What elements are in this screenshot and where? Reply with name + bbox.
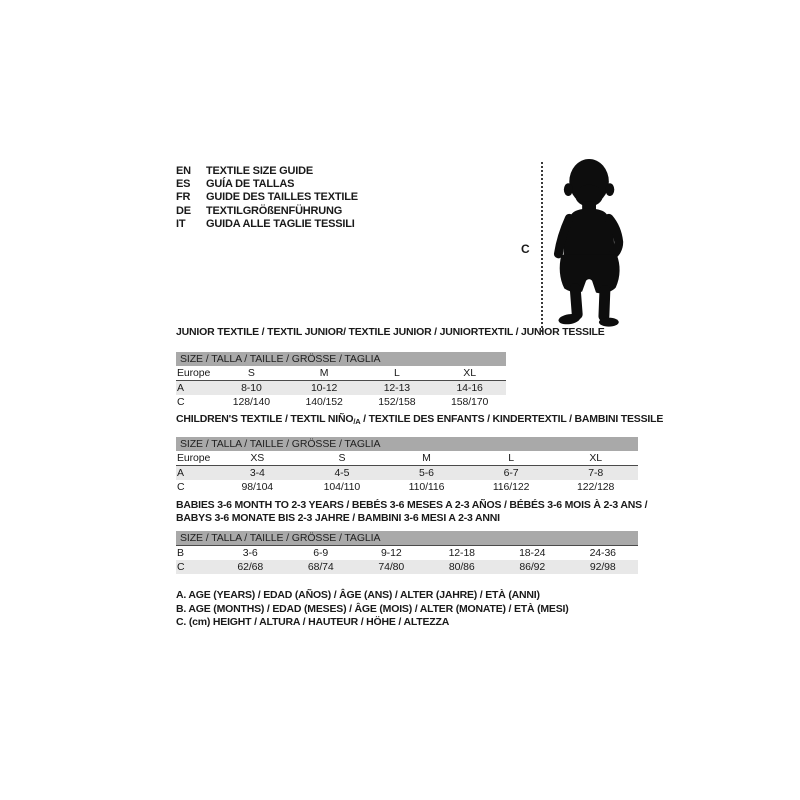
babies-size-table (176, 531, 638, 574)
children-title-part2: / TEXTILE DES ENFANTS / KINDERTEXTIL / BAMBINI TESSILE (360, 413, 664, 425)
language-label: TEXTILE SIZE GUIDE (206, 165, 314, 177)
size-cell: M (319, 367, 329, 379)
language-row (176, 218, 358, 231)
height-cell: 98/104 (241, 481, 274, 493)
row-label: Europe (177, 367, 211, 379)
size-cell: XL (589, 452, 602, 464)
size-header-label: SIZE / TALLA / TAILLE / GRÖSSE / TAGLIA (180, 532, 381, 544)
age-cell: 8-10 (241, 382, 262, 394)
table-row-height (176, 560, 638, 574)
age-cell: 12-13 (383, 382, 411, 394)
age-cell: 3-4 (249, 467, 265, 479)
footnote-age-years: A. AGE (YEARS) / EDAD (AÑOS) / ÂGE (ANS) / ALTER (JAHRE) / ETÀ (ANNI) (176, 589, 540, 601)
footnote-age-months: B. AGE (MONTHS) / EDAD (MESES) / ÂGE (MOIS) / ALTER (MONATE) / ETÀ (MESI) (176, 602, 569, 615)
size-cell: S (247, 367, 255, 379)
size-header-bar (176, 352, 506, 366)
age-cell: 4-5 (334, 467, 350, 479)
table-row-months (176, 546, 638, 560)
height-cell: 92/98 (589, 561, 616, 573)
row-label: B (177, 547, 184, 559)
table-row-europe (176, 451, 638, 466)
age-cell: 6-7 (503, 467, 519, 479)
months-cell: 6-9 (313, 547, 329, 559)
children-size-table (176, 437, 638, 494)
toddler-silhouette-icon (548, 156, 643, 334)
height-cell: 110/116 (408, 481, 445, 493)
junior-table-title: JUNIOR TEXTILE / TEXTIL JUNIOR/ TEXTILE JUNIOR / JUNIORTEXTIL / JUNIOR TESSILE (176, 326, 605, 338)
language-row (176, 205, 358, 218)
size-cell: XS (250, 452, 265, 464)
months-cell: 12-18 (448, 547, 475, 559)
babies-table-title (176, 499, 647, 525)
row-label: C (177, 481, 185, 493)
table-row-age (176, 466, 638, 480)
row-label: C (177, 396, 185, 408)
months-cell: 18-24 (519, 547, 546, 559)
row-label: C (177, 561, 185, 573)
language-code: EN (176, 165, 191, 177)
height-cell: 74/80 (378, 561, 405, 573)
language-label: GUÍA DE TALLAS (206, 178, 295, 191)
language-label: GUIDE DES TAILLES TEXTILE (206, 191, 358, 204)
size-cell: M (422, 452, 431, 464)
age-cell: 7-8 (588, 467, 604, 479)
age-cell: 10-12 (310, 382, 338, 394)
size-cell: L (508, 452, 514, 464)
size-header-label: SIZE / TALLA / TAILLE / GRÖSSE / TAGLIA (180, 353, 381, 365)
age-cell: 5-6 (419, 467, 434, 479)
language-label: TEXTILGRÖßENFÜHRUNG (206, 204, 343, 217)
language-guide (176, 165, 358, 231)
height-cell: 80/86 (448, 561, 475, 573)
size-cell: L (394, 367, 400, 379)
age-cell: 14-16 (456, 382, 483, 394)
footnote-height: C. (cm) HEIGHT / ALTURA / HAUTEUR / HÖHE / ALTEZZA (176, 616, 450, 628)
height-cell: 122/128 (577, 481, 615, 493)
height-cell: 116/122 (492, 481, 530, 493)
language-row (176, 165, 358, 178)
height-cell: 158/170 (450, 396, 489, 408)
height-cell: 62/68 (237, 561, 264, 573)
legend-footnotes (176, 589, 569, 630)
size-header-bar (176, 437, 638, 451)
row-label: A (177, 467, 184, 479)
table-row-height (176, 480, 638, 494)
height-cell: 140/152 (305, 396, 343, 408)
row-label: A (177, 382, 184, 394)
table-row-height (176, 395, 506, 409)
months-cell: 3-6 (242, 547, 258, 559)
height-cell: 86/92 (519, 561, 546, 573)
height-cell: 128/140 (232, 396, 270, 408)
size-cell: S (338, 452, 346, 464)
language-code: DE (176, 204, 191, 217)
children-title-part1: CHILDREN'S TEXTILE / TEXTIL NIÑO (176, 413, 354, 425)
language-row (176, 191, 358, 204)
language-code: ES (176, 178, 191, 191)
language-label: GUIDA ALLE TAGLIE TESSILI (206, 217, 355, 230)
height-cell: 152/158 (378, 396, 416, 408)
size-header-bar (176, 531, 638, 546)
babies-title-line2: BABYS 3-6 MONATE BIS 2-3 JAHRE / BAMBINI 3-6 MESI A 2-3 ANNI (176, 512, 500, 524)
junior-size-table (176, 352, 506, 409)
language-row (176, 178, 358, 191)
height-measure-label: C (521, 242, 530, 256)
height-cell: 104/110 (323, 481, 361, 493)
height-dotted-line (541, 162, 543, 332)
height-cell: 68/74 (307, 561, 334, 573)
months-cell: 24-36 (589, 547, 616, 559)
table-row-age (176, 381, 506, 395)
size-cell: XL (463, 367, 476, 379)
size-header-label: SIZE / TALLA / TAILLE / GRÖSSE / TAGLIA (180, 438, 381, 450)
babies-title-line1: BABIES 3-6 MONTH TO 2-3 YEARS / BEBÉS 3-6 MESES A 2-3 AÑOS / BÉBÉS 3-6 MOIS À 2-3 ANS / (176, 499, 648, 511)
table-row-europe (176, 366, 506, 381)
children-title-sub: /A (353, 417, 361, 426)
language-code: IT (176, 217, 186, 230)
row-label: Europe (177, 452, 211, 464)
children-table-title (176, 413, 663, 428)
months-cell: 9-12 (380, 547, 402, 559)
language-code: FR (176, 191, 191, 204)
